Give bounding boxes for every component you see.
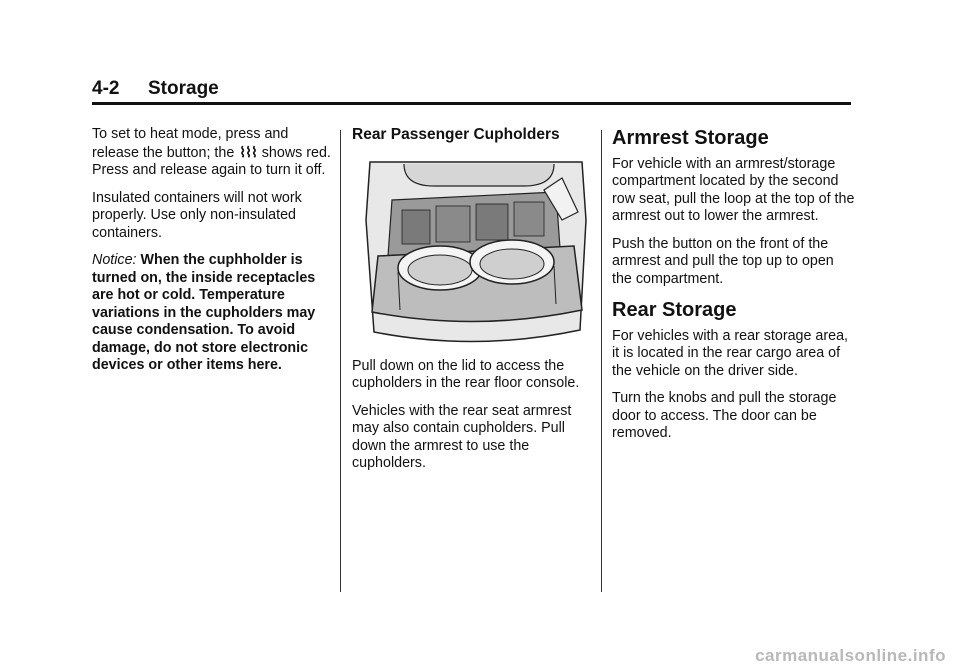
column-2 <box>352 126 590 483</box>
column-1 <box>92 126 334 385</box>
paragraph-rear-storage-1: For vehicles with a rear storage area, it is located in the rear cargo area of the vehicle on the driver side. <box>612 327 849 379</box>
paragraph-insulated: Insulated containers will not work properly. Use only non-insulated containers. <box>92 189 302 241</box>
cupholder-drawing <box>364 160 589 344</box>
heading-rear-cupholders: Rear Passenger Cupholders <box>352 126 560 143</box>
paragraph-rear-storage-2: Turn the knobs and pull the storage door to access. The door can be removed. <box>612 390 837 441</box>
paragraph-armrest-1: For vehicle with an armrest/storage compartment located by the second row seat, pull the loop at the top of the armrest out to lower the armrest. <box>612 155 855 224</box>
paragraph-armrest-cupholders: Vehicles with the rear seat armrest may also contain cupholders. Pull down the armrest to use the cupholders. <box>352 402 572 471</box>
notice-body: When the cuphholder is turned on, the inside receptacles are hot or cold. Temperature variations in the cupholders may cause condensation. To avoid damage, do not store electronic devices or other items here. <box>92 252 316 373</box>
notice-label: Notice: <box>92 252 137 268</box>
notice <box>92 252 334 375</box>
paragraph-pull-lid: Pull down on the lid to access the cupholders in the rear floor console. <box>352 357 580 391</box>
column-divider <box>340 130 341 592</box>
watermark: carmanualsonline.info <box>755 646 946 665</box>
heading-rear-storage: Rear Storage <box>612 299 737 321</box>
header-rule <box>92 102 851 105</box>
column-divider <box>601 130 602 592</box>
section-title: Storage <box>148 78 219 99</box>
cupholder-illustration <box>364 160 589 344</box>
paragraph-armrest-2: Push the button on the front of the armrest and pull the top up to open the compartment. <box>612 235 834 287</box>
heading-armrest-storage: Armrest Storage <box>612 127 769 149</box>
column-3 <box>612 126 856 453</box>
page-number: 4-2 <box>92 78 120 99</box>
paragraph-heat-mode: To set to heat mode, press and release the button; the ⌇⌇⌇ shows red. Press and release again to turn it off. <box>92 126 331 178</box>
heat-waves-icon: ⌇⌇⌇ <box>239 143 257 160</box>
